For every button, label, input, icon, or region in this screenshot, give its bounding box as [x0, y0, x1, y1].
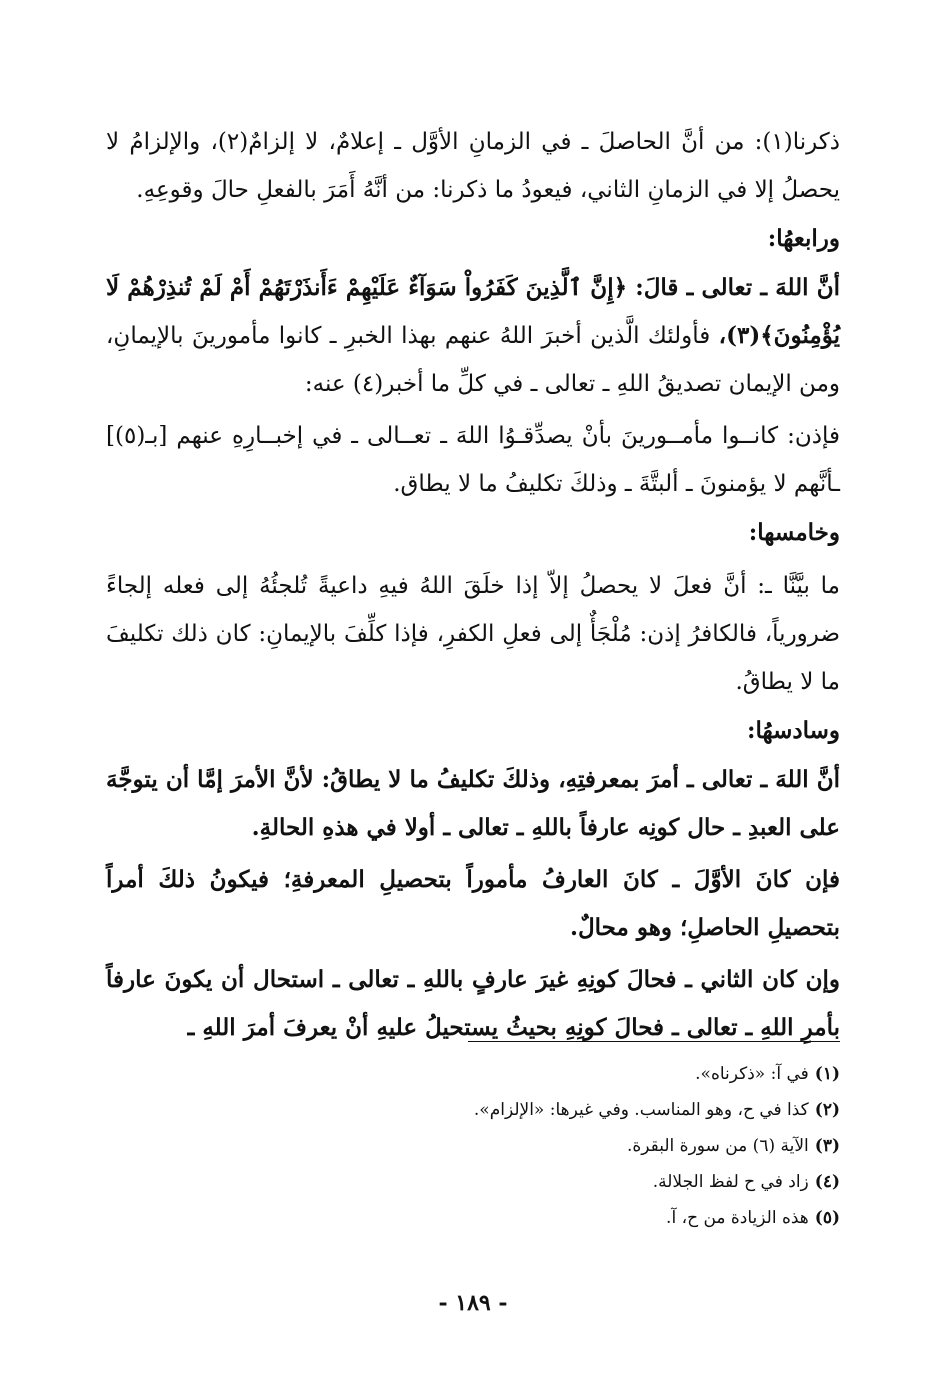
- footnotes: [106, 1056, 840, 1236]
- heading-fourth: ورابعهُا:: [767, 225, 840, 252]
- paragraph-4a: [106, 264, 840, 408]
- main-text: [106, 118, 840, 1052]
- paragraph-6b: فإن كانَ الأوَّلَ ـ كانَ العارفُ مأموراً بتحصيلِ المعرفةِ؛ فيكونُ ذلكَ أمراً بتحصيلِ الحاصلِ؛ وهو محالٌ.: [106, 866, 840, 941]
- heading-fifth: وخامسها:: [748, 519, 840, 546]
- footnote-1: [106, 1056, 840, 1092]
- paragraph-6c: وإن كان الثاني ـ فحالَ كونِهِ غيرَ عارفٍ باللهِ ـ تعالى ـ استحال أن يكونَ عارفاً بأمرِ اللهِ ـ تعالى ـ فحالَ كونِهِ بحيثُ يستحيلُ عليهِ أنْ يعرفَ أمرَ اللهِ ـ: [106, 966, 840, 1041]
- footnote-text: كذا في ح، وهو المناسب. وفي غيرها: «الإلزام».: [473, 1100, 809, 1120]
- footnote-number: (٣): [814, 1136, 840, 1156]
- footnote-2: [106, 1092, 840, 1128]
- footnote-text: في آ: «ذكرناه».: [695, 1064, 809, 1084]
- footnote-number: (٥): [814, 1208, 840, 1228]
- paragraph-5: ما بيَّنَّا ـ: أنَّ فعلَ لا يحصلُ إلاّ إذا خلَقَ اللهُ فيهِ داعيةً تُلجئُهُ إلى فعله إلجاءً ضرورياً، فالكافرُ إذن: مُلْجَأٌ إلى فعلِ الكفرِ، فإذا كلِّفَ بالإيمانِ: كان ذلك تكليفَ ما لا يطاقُ.: [106, 573, 840, 695]
- paragraph-6a: أنَّ اللهَ ـ تعالى ـ أمرَ بمعرفتِهِ، وذلكَ تكليفُ ما لا يطاقُ: لأنَّ الأمرَ إمَّا أن يتوجَّهَ على العبدِ ـ حال كونِه عارفاً باللهِ ـ تعالى ـ أولا في هذهِ الحالةِ.: [106, 766, 840, 841]
- heading-sixth: وسادسهُا:: [747, 717, 840, 744]
- paragraph-4c: فإذن: كانــوا مأمــورينَ بأنْ يصدِّقـوُا اللهَ ـ تعــالى ـ في إخبــارِهِ عنهم [بـ(٥)] ـأنَّهم لا يؤمنونَ ـ ألبتَّةَ ـ وذلكَ تكليفُ ما لا يطاق.: [106, 423, 840, 497]
- footnote-5: [106, 1200, 840, 1236]
- footnote-4: [106, 1164, 840, 1200]
- paragraph-4a-rest: فأولئك الَّذين أخبرَ اللهُ عنهم بهذا الخبرِ ـ كانوا مأمورينَ بالإيمانِ، ومن الإيمان تصديقُ اللهِ ـ تعالى ـ في كلِّ ما أخبر(٤) عنه:: [106, 323, 840, 397]
- page-number: - ١٨٩ -: [438, 1290, 508, 1316]
- footnote-text: الآية (٦) من سورة البقرة.: [626, 1136, 809, 1156]
- footnote-number: (٢): [814, 1100, 840, 1120]
- paragraph-1: ذكرنا(١): من أنَّ الحاصلَ ـ في الزمانِ الأوَّل ـ إعلامٌ، لا إلزامٌ(٢)، والإلزامُ لا يحصلُ إلا في الزمانِ الثاني، فيعودُ ما ذكرنا: من أنَّهُ أَمَرَ بالفعلِ حالَ وقوعِهِ.: [106, 129, 840, 203]
- footnote-3: [106, 1128, 840, 1164]
- footnote-text: زاد في ح لفظ الجلالة.: [652, 1172, 809, 1192]
- footnote-number: (١): [814, 1064, 840, 1084]
- footnote-separator: [468, 1041, 840, 1042]
- quran-quote: أنَّ اللهَ ـ تعالى ـ قالَ: ﴿إِنَّ ٱلَّذِينَ كَفَرُواْ سَوَآءٌ عَلَيْهِمْ ءَأَنذَرْتَهُمْ أَمْ لَمْ تُنذِرْهُمْ لَا يُؤْمِنُونَ﴾(٣)،: [106, 274, 840, 349]
- footnote-text: هذه الزيادة من ح، آ.: [666, 1208, 809, 1228]
- footnote-number: (٤): [814, 1172, 840, 1192]
